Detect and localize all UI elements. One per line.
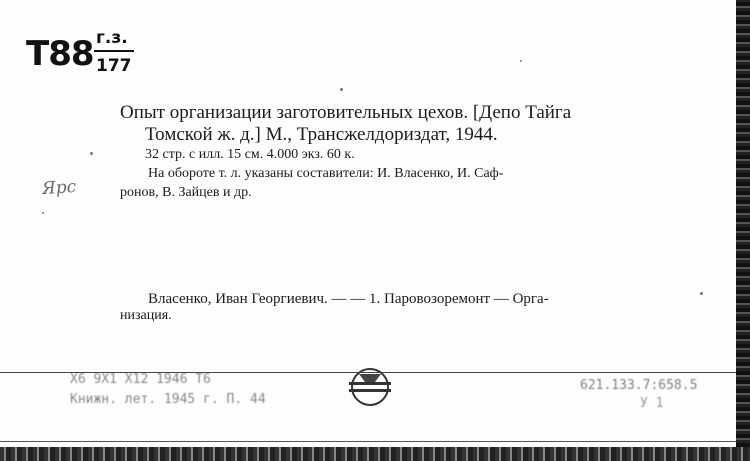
speck: [520, 60, 522, 62]
footer-left-line1: Х6 9Х1 Х12 1946 Т6: [70, 372, 211, 387]
speck: [42, 212, 44, 214]
entry-physical-description: 32 стр. с илл. 15 см. 4.000 экз. 60 к.: [145, 147, 355, 162]
entry-note-line1: На обороте т. л. указаны составители: И. Власенко, И. Саф-: [148, 166, 504, 181]
speck: [90, 152, 93, 155]
shelfmark-top: г.з.: [96, 28, 128, 48]
footer-right-codes: [580, 378, 720, 418]
shelfmark-divider: [94, 50, 134, 52]
footer-left-codes: [70, 372, 290, 412]
handwritten-note: Ярс: [41, 176, 77, 200]
speck: [340, 88, 343, 91]
entry-title-line2: Томской ж. д.] М., Трансжелдориздат, 1944.: [145, 124, 498, 145]
shelfmark-main: Т88: [26, 34, 94, 74]
printer-emblem-icon: [345, 364, 395, 410]
footer-left-line2: Книжн. лет. 1945 г. П. 44: [70, 392, 266, 407]
entry-title-line1: Опыт организации заготовительных цехов. [Депо Тайга: [120, 102, 572, 123]
shelfmark: [26, 26, 146, 86]
entry-note-line2: ронов, В. Зайцев и др.: [120, 185, 252, 200]
speck: [700, 292, 703, 295]
card-edge-bottom: [0, 447, 750, 461]
shelfmark-bottom: 177: [96, 56, 132, 76]
footer-right-line2: У 1: [640, 396, 664, 411]
subject-entry-line1: Власенко, Иван Георгиевич. — — 1. Паровозоремонт — Орга-: [148, 291, 549, 307]
footer-bottom-rule: [0, 441, 736, 442]
subject-entry-line2: низация.: [120, 308, 172, 323]
footer-classification: 621.133.7:658.5: [580, 378, 698, 393]
card-edge-right: [736, 0, 750, 461]
